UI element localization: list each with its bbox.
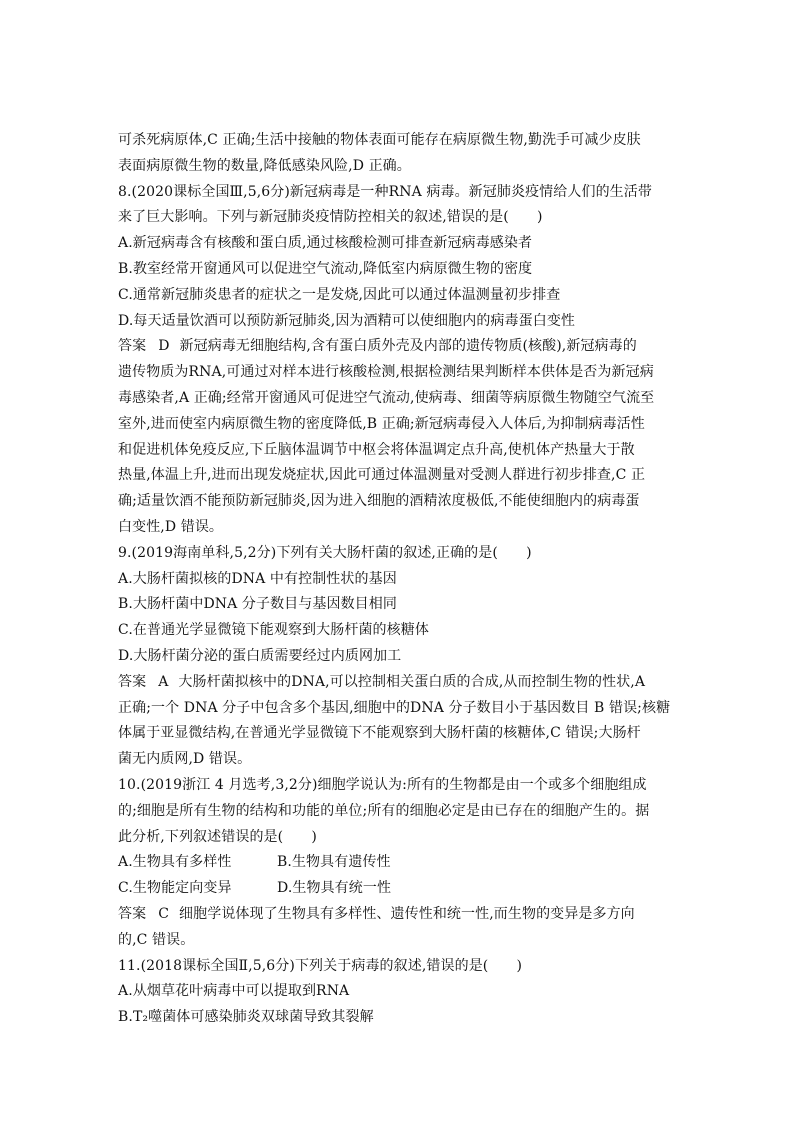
question-9-option-b: B.大肠杆菌中DNA 分子数目与基因数目相同 [118,596,397,613]
answer-text: 新冠病毒无细胞结构,含有蛋白质外壳及内部的遗传物质(核酸),新冠病毒的 [179,338,637,355]
explanation-line: 确;适量饮酒不能预防新冠肺炎,因为进入细胞的酒精浓度极低,不能使细胞内的病毒蛋 [118,493,640,510]
question-10-options-row [118,850,678,876]
question-10-option-b: B.生物具有遗传性 [277,854,391,871]
answer-9-line [118,670,678,696]
answer-text: 大肠杆菌拟核中的DNA,可以控制相关蛋白质的合成,从而控制生物的性状,A [178,673,646,690]
question-9-option-d: D.大肠杆菌分泌的蛋白质需要经过内质网加工 [118,647,402,664]
question-11-option-a: A.从烟草花叶病毒中可以提取到RNA [118,983,350,1000]
answer-8-line [118,334,678,360]
answer-label: 答案 [118,905,147,922]
question-8-stem: 来了巨大影响。下列与新冠肺炎疫情防控相关的叙述,错误的是( ) [118,209,543,226]
explanation-line: 体属于亚显微结构,在普通光学显微镜下不能观察到大肠杆菌的核糖体,C 错误;大肠杆 [118,725,641,742]
answer-letter: D [158,338,170,355]
explanation-line: 菌无内质网,D 错误。 [118,751,252,768]
explanation-line: 白变性,D 错误。 [118,518,224,535]
text-line: 可杀死病原体,C 正确;生活中接触的物体表面可能存在病原微生物,勤洗手可减少皮肤 [118,132,641,148]
question-11-stem: 11.(2018课标全国Ⅱ,5,6分)下列关于病毒的叙述,错误的是( ) [118,957,523,974]
question-11-option-b: B.T₂噬菌体可感染肺炎双球菌导致其裂解 [118,1009,374,1026]
answer-text: 细胞学说体现了生物具有多样性、遗传性和统一性,而生物的变异是多方向 [179,905,635,922]
question-10-stem: 10.(2019浙江 4 月选考,3,2分)细胞学说认为:所有的生物都是由一个或多个细胞组成 [118,776,647,793]
question-10-stem: 此分析,下列叙述错误的是( ) [118,828,317,845]
question-10-option-a: A.生物具有多样性 [118,854,232,871]
question-8-option-a: A.新冠病毒含有核酸和蛋白质,通过核酸检测可排查新冠病毒感染者 [118,235,533,252]
question-10-option-c: C.生物能定向变异 [118,880,232,897]
answer-10-line [118,902,678,928]
question-8-option-d: D.每天适量饮酒可以预防新冠肺炎,因为酒精可以使细胞内的病毒蛋白变性 [118,312,576,329]
explanation-line: 毒感染者,A 正确;经常开窗通风可促进空气流动,使病毒、细菌等病原微生物随空气流至 [118,389,655,406]
explanation-line: 的,C 错误。 [118,931,195,948]
explanation-line: 和促进机体免疫反应,下丘脑体温调节中枢会将体温调定点升高,使机体产热量大于散 [118,441,635,458]
answer-letter: C [158,905,170,922]
answer-label: 答案 [118,673,147,690]
answer-letter: A [158,673,169,690]
explanation-line: 正确;一个 DNA 分子中包含多个基因,细胞中的DNA 分子数目小于基因数目 B 错误;核糖 [118,699,671,716]
question-10-stem: 的;细胞是所有生物的结构和功能的单位;所有的细胞必定是由已存在的细胞产生的。据 [118,802,650,819]
text-line: 表面病原微生物的数量,降低感染风险,D 正确。 [118,157,411,174]
question-9-stem: 9.(2019海南单科,5,2分)下列有关大肠杆菌的叙述,正确的是( ) [118,544,532,561]
explanation-line: 热量,体温上升,进而出现发烧症状,因此可通过体温测量对受测人群进行初步排查,C 正 [118,467,646,484]
answer-label: 答案 [118,338,147,355]
explanation-line: 遗传物质为RNA,可通过对样本进行核酸检测,根据检测结果判断样本供体是否为新冠病 [118,364,654,381]
question-8-option-c: C.通常新冠肺炎患者的症状之一是发烧,因此可以通过体温测量初步排查 [118,286,561,303]
question-10-option-d: D.生物具有统一性 [277,880,392,897]
explanation-line: 室外,进而使室内病原微生物的密度降低,B 正确;新冠病毒侵入人体后,为抑制病毒活性 [118,415,645,432]
question-8-stem: 8.(2020课标全国Ⅲ,5,6分)新冠病毒是一种RNA 病毒。新冠肺炎疫情给人们的生活带 [118,183,652,200]
question-8-option-b: B.教室经常开窗通风可以促进空气流动,降低室内病原微生物的密度 [118,260,533,277]
document-body [118,128,678,1031]
question-9-option-c: C.在普通光学显微镜下能观察到大肠杆菌的核糖体 [118,622,429,639]
question-10-options-row [118,876,678,902]
question-9-option-a: A.大肠杆菌拟核的DNA 中有控制性状的基因 [118,570,397,587]
